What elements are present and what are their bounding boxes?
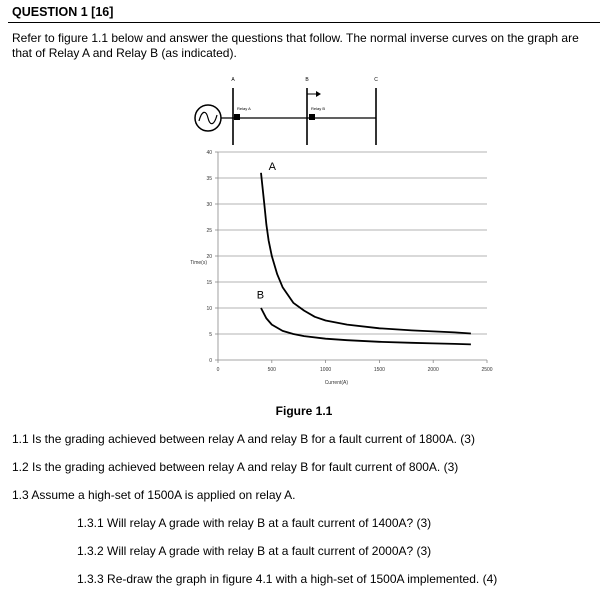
curve-relay-a [261,173,471,334]
x-tick-label-1000: 1000 [320,367,332,373]
y-tick-label-35: 35 [206,176,212,182]
y-tick-label-0: 0 [209,358,212,364]
bus-label-b: B [305,77,309,83]
y-tick-label-40: 40 [206,150,212,156]
y-tick-label-20: 20 [206,254,212,260]
x-tick-label-2000: 2000 [427,367,439,373]
question-heading: QUESTION 1 [16] [12,5,114,19]
question-1-3-3: 1.3.3 Re-draw the graph in figure 4.1 with a high-set of 1500A implemented. (4) [77,572,498,586]
x-tick-label-2500: 2500 [481,367,493,373]
single-line-diagram [195,88,376,145]
y-tick-label-10: 10 [206,306,212,312]
y-axis-label: Time(s) [190,259,207,266]
relay-a-breaker [234,114,240,120]
time-current-chart [190,150,493,386]
x-tick-label-500: 500 [267,367,276,373]
relay-b-label: Relay B [311,106,326,111]
curve-label-a: A [268,161,276,174]
question-1-3-1: 1.3.1 Will relay A grade with relay B at a fault current of 1400A? (3) [77,516,432,530]
bus-label-c: C [374,77,378,83]
relay-b-breaker [309,114,315,120]
question-1-3-2: 1.3.2 Will relay A grade with relay B at a fault current of 2000A? (3) [77,544,432,558]
figure-caption: Figure 1.1 [275,404,333,418]
y-tick-label-30: 30 [206,202,212,208]
y-tick-label-5: 5 [209,332,212,338]
curve-label-b: B [256,289,265,302]
ac-wave-icon [199,112,217,123]
x-tick-label-1500: 1500 [373,367,385,373]
y-tick-label-15: 15 [206,280,212,286]
fault-arrow-icon [316,91,321,97]
x-axis-label: Current(A) [324,380,349,386]
question-1-2: 1.2 Is the grading achieved between relay A and relay B for fault current of 800A. (3) [12,460,459,474]
bus-label-a: A [231,77,235,83]
question-1-3: 1.3 Assume a high-set of 1500A is applied on relay A. [12,488,296,502]
relay-a-label: Relay A [237,106,251,111]
intro-text: Refer to figure 1.1 below and answer the questions that follow. The normal inverse curves on the graph are that of Relay A and Relay B (as indicated). [12,31,579,60]
x-tick-label-0: 0 [216,367,220,373]
question-1-1: 1.1 Is the grading achieved between relay A and relay B for a fault current of 1800A. (3) [12,432,475,446]
y-tick-label-25: 25 [206,228,212,234]
